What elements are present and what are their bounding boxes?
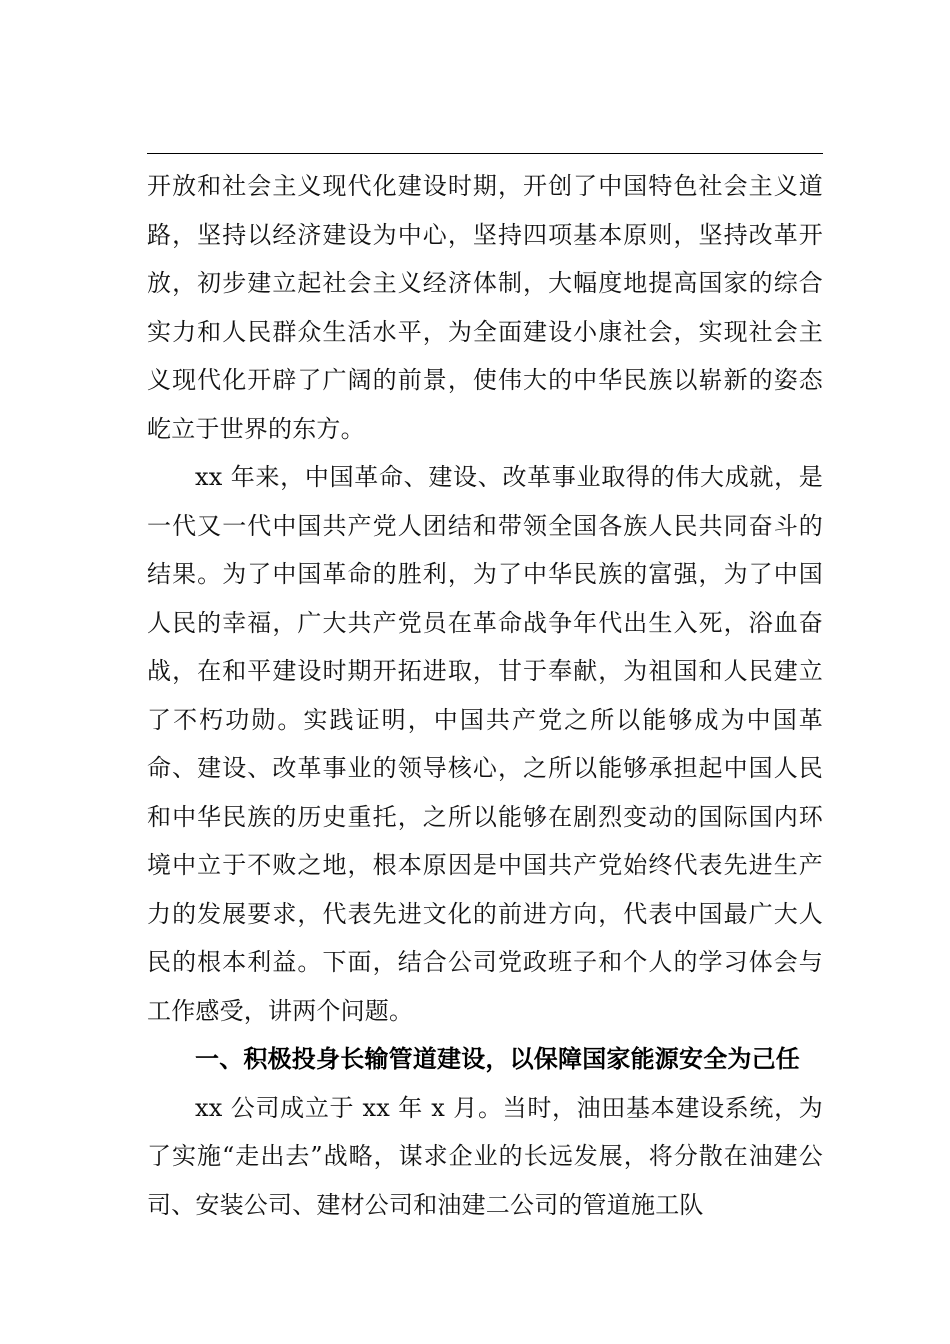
paragraph-continuation: 开放和社会主义现代化建设时期，开创了中国特色社会主义道路，坚持以经济建设为中心，坚持四项基本原则，坚持改革开放，初步建立起社会主义经济体制，大幅度地提高国家的综合实力和人民群众生活水平，为全面建设小康社会，实现社会主义现代化开辟了广阔的前景，使伟大的中华民族以崭新的姿态屹立于世界的东方。	[147, 172, 823, 443]
section-heading: 一、积极投身长输管道建设，以保障国家能源安全为己任	[195, 1045, 800, 1073]
document-body	[147, 162, 823, 1229]
header-rule	[147, 153, 823, 154]
paragraph-company-history: xx 公司成立于 xx 年 x 月。当时，油田基本建设系统，为了实施“走出去”战略，谋求企业的长远发展，将分散在油建公司、安装公司、建材公司和油建二公司的管道施工队	[147, 1093, 823, 1219]
paragraph-achievements: xx 年来，中国革命、建设、改革事业取得的伟大成就，是一代又一代中国共产党人团结和带领全国各族人民共同奋斗的结果。为了中国革命的胜利，为了中华民族的富强，为了中国人民的幸福，广大共产党员在革命战争年代出生入死，浴血奋战，在和平建设时期开拓进取，甘于奉献，为祖国和人民建立了不朽功勋。实践证明，中国共产党之所以能够成为中国革命、建设、改革事业的领导核心，之所以能够承担起中国人民和中华民族的历史重托，之所以能够在剧烈变动的国际国内环境中立于不败之地，根本原因是中国共产党始终代表先进生产力的发展要求，代表先进文化的前进方向，代表中国最广大人民的根本利益。下面，结合公司党政班子和个人的学习体会与工作感受，讲两个问题。	[147, 463, 823, 1025]
